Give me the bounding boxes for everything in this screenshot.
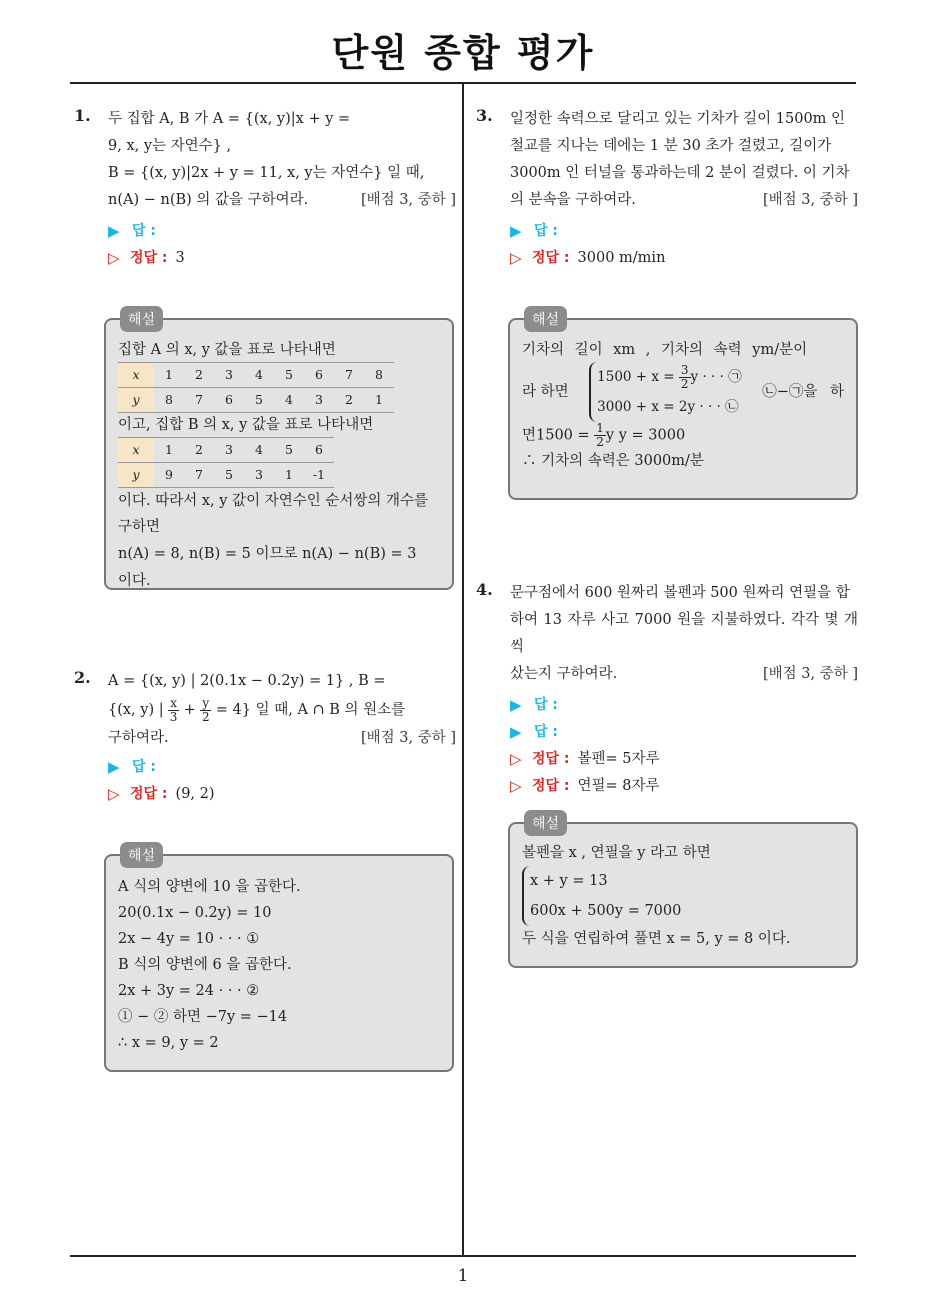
problem-line: 의 분속을 구하여라. (510, 192, 636, 208)
table-cell: 1 (274, 463, 304, 488)
problem-line: {(x, y) | $\frac{x}{3}$ + $\frac{y}{2}$ = 4} 일 때, A ∩ B 의 원소를 (108, 695, 406, 724)
table-cell: 7 (184, 463, 214, 488)
equation: 3000 + x = 2y · · · ㉡ (597, 399, 739, 415)
solution-value: 연필= 8자루 (577, 778, 660, 794)
table-cell: 6 (304, 438, 334, 463)
explanation-line: 볼펜을 x , 연필을 y 라고 하면 (522, 845, 711, 861)
table-cell: 5 (274, 363, 304, 388)
explanation-tag: 해설 (120, 842, 163, 868)
bottom-rule (70, 1255, 856, 1257)
table-cell: -1 (304, 463, 334, 488)
outline-triangle-icon: ▷ (510, 249, 522, 267)
table-cell: 2 (184, 438, 214, 463)
explanation-box-1 (104, 312, 454, 590)
denominator: 3 (169, 709, 178, 724)
numerator: x (170, 695, 178, 710)
fraction (594, 422, 606, 449)
table-cell: 1 (154, 438, 184, 463)
answer-label: 답 : (534, 223, 558, 239)
problem-line: 일정한 속력으로 달리고 있는 기차가 길이 1500m 인 (510, 111, 846, 127)
problem-number: 1. (74, 106, 91, 125)
play-icon: ▶ (510, 723, 522, 741)
problem-text (108, 106, 456, 214)
explanation-box-3 (508, 312, 858, 500)
solution-value: 3000 m/min (577, 250, 666, 266)
explanation-line: 이다. 따라서 x, y 값이 자연수인 순서쌍의 개수를 (118, 493, 428, 509)
answer-line (108, 754, 456, 781)
equation-system-row (522, 362, 844, 422)
problem-line: 구하여라. (108, 730, 169, 746)
solution-label: 정답 : (130, 250, 168, 266)
table-cell: 5 (214, 463, 244, 488)
problem-line: 문구점에서 600 원짜리 볼펜과 500 원짜리 연필을 합 (510, 585, 850, 601)
table-cell: 3 (214, 363, 244, 388)
numerator: y (202, 695, 210, 710)
answer-label: 답 : (534, 697, 558, 713)
explanation-text: y y = 3000 (605, 427, 686, 444)
table-cell: 2 (334, 388, 364, 413)
explanation-line: ∴ x = 9, y = 2 (118, 1035, 219, 1051)
equation-system (589, 362, 742, 422)
page-number: 1 (457, 1266, 469, 1286)
fraction (679, 364, 691, 391)
solution-line (510, 245, 858, 272)
problem-number: 4. (476, 580, 493, 599)
equation-part: y · · · ㉠ (690, 369, 742, 385)
problem-line: 두 집합 A, B 가 A = {(x, y)|x + y = (108, 111, 351, 127)
page-title: 단원 종합 평가 (331, 31, 595, 75)
problem-number: 2. (74, 668, 91, 687)
explanation-line: n(A) = 8, n(B) = 5 이므로 n(A) − n(B) = 3 (118, 546, 417, 562)
explanation-line: 구하면 (118, 519, 161, 535)
solution-line (510, 746, 858, 773)
table-cell: 3 (214, 438, 244, 463)
solution-value: 3 (175, 250, 185, 266)
problem-line: 하여 13 자루 사고 7000 원을 지불하였다. 각각 몇 개씩 (510, 612, 858, 655)
explanation-line: 2x + 3y = 24 · · · ② (118, 983, 260, 999)
answer-label: 답 : (132, 759, 156, 775)
table-header-cell: y (118, 388, 154, 413)
score-meta: [배점 3, 중하 ] (360, 730, 456, 746)
problem-line: B = {(x, y)|2x + y = 11, x, y는 자연수} 일 때, (108, 165, 425, 181)
equation (597, 362, 742, 392)
explanation-line: ∴ 기차의 속력은 3000m/분 (522, 453, 704, 469)
solution-line (108, 245, 456, 272)
table-cell: 9 (154, 463, 184, 488)
table-cell: 1 (364, 388, 394, 413)
explanation-line: 기차의 길이 xm , 기차의 속력 ym/분이 (522, 342, 808, 358)
solution-line (108, 781, 456, 808)
table-cell: 6 (214, 388, 244, 413)
equation: x + y = 13 (530, 873, 608, 889)
set-builder: {(x, y) | (108, 702, 164, 718)
problem-line: 샀는지 구하여라. (510, 666, 618, 682)
problem-3 (476, 106, 858, 272)
problem-number: 3. (476, 106, 493, 125)
table-cell: 1 (154, 363, 184, 388)
value-table-b (118, 437, 334, 488)
problem-line: 철교를 지나는 데에는 1 분 30 초가 걸렸고, 길이가 (510, 138, 832, 154)
explanation-line: 이고, 집합 B 의 x, y 값을 표로 나타내면 (118, 417, 374, 433)
explanation-text: 라 하면 (522, 384, 569, 400)
explanation-box-4 (508, 816, 858, 968)
problem-line: 3000m 인 터널을 통과하는데 2 분이 걸렸다. 이 기차 (510, 165, 850, 181)
problem-line: n(A) − n(B) 의 값을 구하여라. (108, 192, 309, 208)
equation: 600x + 500y = 7000 (530, 903, 682, 919)
problem-line-tail: } 일 때, A ∩ B 의 원소를 (241, 702, 406, 718)
explanation-tag: 해설 (524, 810, 567, 836)
explanation-line (522, 422, 844, 449)
equation-rhs: = 4 (215, 702, 242, 718)
explanation-line: 20(0.1x − 0.2y) = 10 (118, 905, 272, 921)
problem-text (510, 106, 858, 214)
solution-label: 정답 : (532, 250, 570, 266)
table-cell: 3 (304, 388, 334, 413)
equation-part: 1500 + x = (597, 369, 675, 385)
numerator: 3 (680, 363, 689, 377)
answer-label: 답 : (534, 724, 558, 740)
value-table-a (118, 362, 394, 413)
play-icon: ▶ (108, 222, 120, 240)
table-cell: 4 (274, 388, 304, 413)
answer-line (510, 719, 858, 746)
numerator: 1 (596, 421, 604, 435)
column-divider (462, 84, 464, 1256)
solution-value: (9, 2) (175, 786, 215, 802)
explanation-line: B 식의 양변에 6 을 곱한다. (118, 957, 292, 973)
answer-line (510, 218, 858, 245)
answer-line (108, 218, 456, 245)
problem-text (510, 580, 858, 688)
solution-line (510, 773, 858, 800)
table-header-cell: x (118, 363, 154, 388)
problem-text (108, 668, 456, 752)
table-cell: 5 (244, 388, 274, 413)
explanation-box-2 (104, 848, 454, 1072)
denominator: 2 (201, 709, 210, 724)
problem-line: 9, x, y는 자연수} , (108, 138, 232, 154)
table-cell: 6 (304, 363, 334, 388)
explanation-line: 두 식을 연립하여 풀면 x = 5, y = 8 이다. (522, 931, 791, 947)
score-meta: [배점 3, 중하 ] (762, 666, 858, 682)
table-cell: 8 (364, 363, 394, 388)
problem-line: A = {(x, y) | 2(0.1x − 0.2y) = 1} , B = (108, 673, 386, 689)
explanation-line: 2x − 4y = 10 · · · ① (118, 931, 260, 947)
explanation-line: ① − ② 하면 −7y = −14 (118, 1009, 288, 1025)
table-cell: 5 (274, 438, 304, 463)
table-cell: 8 (154, 388, 184, 413)
solution-label: 정답 : (532, 751, 570, 767)
denominator: 2 (680, 377, 689, 391)
score-meta: [배점 3, 중하 ] (360, 192, 456, 208)
problem-2 (74, 668, 456, 808)
table-cell: 3 (244, 463, 274, 488)
explanation-line: 집합 A 의 x, y 값을 표로 나타내면 (118, 342, 336, 358)
explanation-text: 면1500 = (522, 427, 590, 444)
outline-triangle-icon: ▷ (108, 785, 120, 803)
problem-4 (476, 580, 858, 800)
explanation-tag: 해설 (120, 306, 163, 332)
denominator: 2 (596, 435, 604, 449)
solution-label: 정답 : (130, 786, 168, 802)
solution-label: 정답 : (532, 778, 570, 794)
table-cell: 7 (334, 363, 364, 388)
score-meta: [배점 3, 중하 ] (762, 192, 858, 208)
explanation-line: A 식의 양변에 10 을 곱한다. (118, 879, 301, 895)
play-icon: ▶ (510, 696, 522, 714)
explanation-tag: 해설 (524, 306, 567, 332)
play-icon: ▶ (510, 222, 522, 240)
table-header-cell: y (118, 463, 154, 488)
table-cell: 7 (184, 388, 214, 413)
explanation-text: ㉡−㉠을 하 (762, 384, 844, 400)
outline-triangle-icon: ▷ (510, 750, 522, 768)
fraction (168, 697, 179, 724)
table-cell: 4 (244, 438, 274, 463)
problem-1 (74, 106, 456, 272)
solution-value: 볼펜= 5자루 (577, 751, 660, 767)
answer-line (510, 692, 858, 719)
answer-label: 답 : (132, 223, 156, 239)
table-header-cell: x (118, 438, 154, 463)
play-icon: ▶ (108, 758, 120, 776)
equation-system (522, 866, 681, 926)
outline-triangle-icon: ▷ (510, 777, 522, 795)
fraction (200, 697, 211, 724)
table-cell: 2 (184, 363, 214, 388)
table-cell: 4 (244, 363, 274, 388)
outline-triangle-icon: ▷ (108, 249, 120, 267)
explanation-line: 이다. (118, 573, 151, 589)
